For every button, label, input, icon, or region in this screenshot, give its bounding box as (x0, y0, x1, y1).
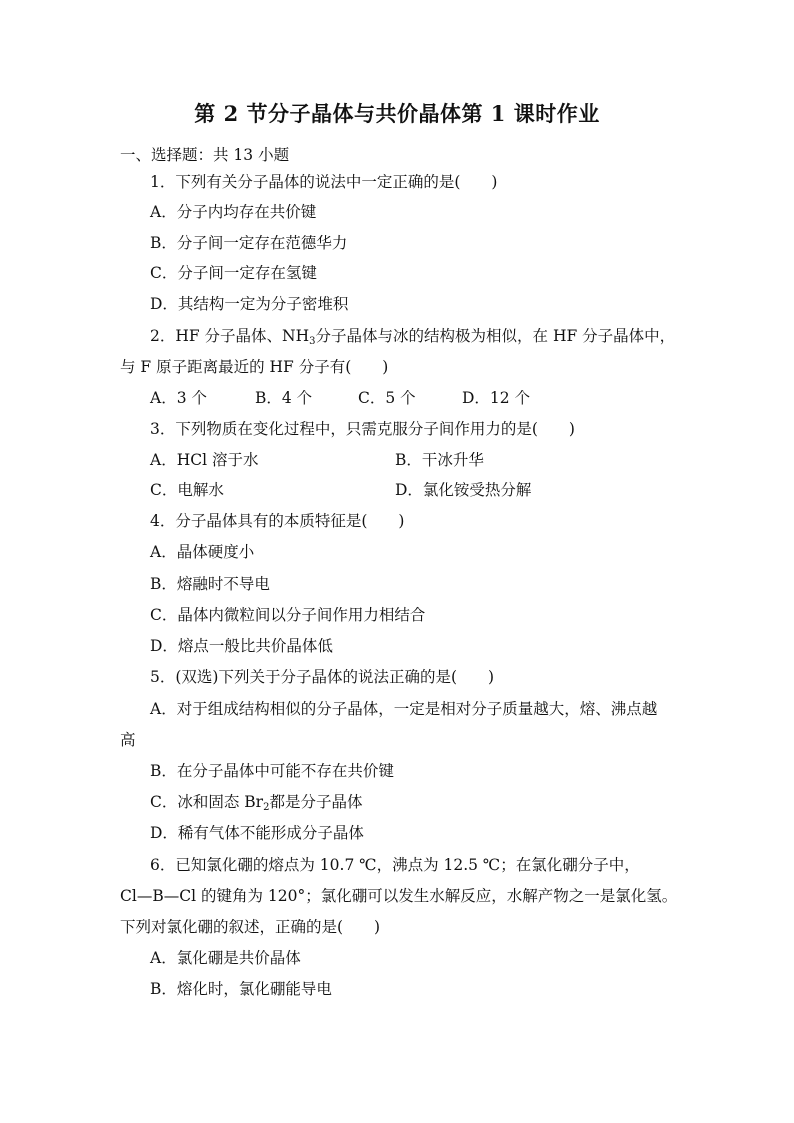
question-2-option-c: C．5 个 (358, 389, 416, 407)
question-1-stem: 1．下列有关分子晶体的说法中一定正确的是( ) (150, 173, 498, 191)
question-5-option-b: B．在分子晶体中可能不存在共价键 (150, 762, 394, 780)
question-5-stem: 5．(双选)下列关于分子晶体的说法正确的是( ) (150, 668, 495, 686)
question-2-subscript: 3 (309, 336, 316, 347)
question-4-option-c: C．晶体内微粒间以分子间作用力相结合 (150, 606, 426, 624)
question-6-option-b: B．熔化时，氯化硼能导电 (150, 980, 332, 998)
question-6-stem-line-3: 下列对氯化硼的叙述，正确的是( ) (120, 918, 381, 936)
question-1-option-c: C．分子间一定存在氢键 (150, 264, 317, 282)
question-5-option-a-line-1: A．对于组成结构相似的分子晶体，一定是相对分子质量越大，熔、沸点越 (150, 700, 658, 718)
question-2-stem-line-1 (150, 326, 675, 346)
question-2-stem-part-b: 分子晶体与冰的结构极为相似，在 HF 分子晶体中， (315, 327, 676, 345)
question-4-stem: 4．分子晶体具有的本质特征是( ) (150, 512, 405, 530)
question-1-option-b: B．分子间一定存在范德华力 (150, 234, 348, 252)
page-title: 第 2 节分子晶体与共价晶体第 1 课时作业 (194, 101, 600, 126)
question-5-option-c (150, 792, 362, 812)
question-5-option-c-part-a: C．冰和固态 Br (150, 793, 264, 811)
question-4-option-a: A．晶体硬度小 (150, 543, 255, 561)
question-2-option-a: A．3 个 (150, 389, 207, 407)
question-4-option-b: B．熔融时不导电 (150, 575, 270, 593)
question-6-stem-line-1: 6．已知氯化硼的熔点为 10.7 ℃，沸点为 12.5 ℃；在氯化硼分子中， (150, 856, 640, 874)
question-3-option-b: B．干冰升华 (395, 451, 484, 469)
question-6-option-a: A．氯化硼是共价晶体 (150, 949, 301, 967)
question-1-option-a: A．分子内均存在共价键 (150, 203, 317, 221)
question-3-stem: 3．下列物质在变化过程中，只需克服分子间作用力的是( ) (150, 420, 575, 438)
question-5-option-a-line-2: 高 (120, 731, 136, 749)
question-3-option-a: A．HCl 溶于水 (150, 451, 259, 469)
question-3-option-c: C．电解水 (150, 481, 224, 499)
question-5-option-c-part-b: 都是分子晶体 (269, 793, 363, 811)
section-heading: 一、选择题：共 13 小题 (120, 146, 290, 164)
question-2-stem-line-2: 与 F 原子距离最近的 HF 分子有( ) (120, 358, 389, 376)
question-5-option-d: D．稀有气体不能形成分子晶体 (150, 824, 364, 842)
question-2-option-b: B．4 个 (255, 389, 313, 407)
question-2-option-d: D．12 个 (462, 389, 531, 407)
question-6-stem-line-2: Cl—B—Cl 的键角为 120°；氯化硼可以发生水解反应，水解产物之一是氯化氢。 (120, 887, 678, 905)
question-5-subscript: 2 (263, 802, 270, 813)
question-3-option-d: D．氯化铵受热分解 (395, 481, 532, 499)
question-2-stem-part-a: 2．HF 分子晶体、NH (150, 327, 310, 345)
question-1-option-d: D．其结构一定为分子密堆积 (150, 295, 349, 313)
question-4-option-d: D．熔点一般比共价晶体低 (150, 637, 333, 655)
